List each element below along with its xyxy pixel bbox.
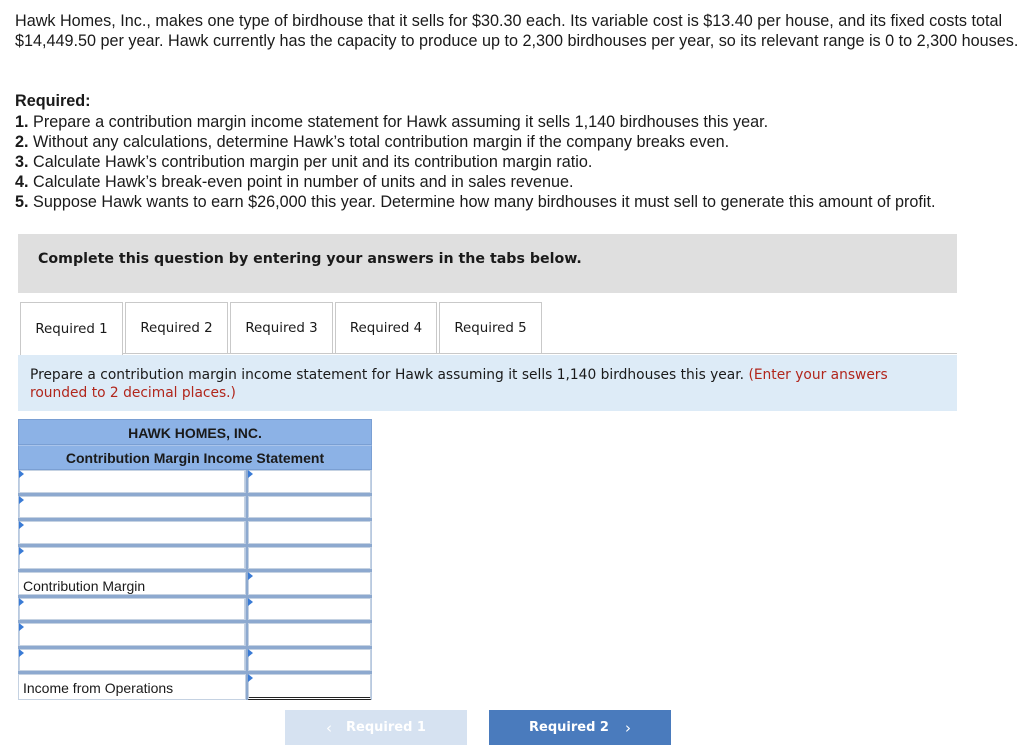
required-item-number: 1. [15, 113, 29, 131]
dropdown-marker-icon [19, 496, 24, 504]
line-item-label-cell [18, 470, 246, 493]
required-list [15, 112, 1020, 212]
next-tab-button[interactable] [489, 710, 671, 745]
tab-required-1[interactable]: Required 1 [20, 302, 123, 355]
amount-cell [246, 674, 372, 700]
line-item-label-cell [18, 649, 246, 672]
line-item-label-cell [18, 521, 246, 544]
line-item-label-cell [18, 623, 246, 646]
complete-banner-text: Complete this question by entering your answers in the tabs below. [38, 251, 582, 267]
line-item-label-input[interactable] [19, 496, 245, 519]
tab-required-3[interactable]: Required 3 [230, 302, 333, 354]
line-item-label-input[interactable] [19, 623, 245, 646]
statement-title: Contribution Margin Income Statement [18, 445, 372, 470]
line-item-label-input[interactable] [19, 649, 245, 672]
required-heading: Required: [15, 92, 91, 110]
income-from-operations-label: Income from Operations [18, 674, 246, 700]
table-row [18, 572, 372, 598]
chevron-right-icon: › [624, 718, 631, 737]
instruction-text: Prepare a contribution margin income statement for Hawk assuming it sells 1,140 birdhouses this year. [30, 367, 745, 383]
amount-cell [246, 598, 372, 621]
table-row [18, 496, 372, 522]
dropdown-marker-icon [248, 649, 253, 657]
instruction-note: (Enter your answers rounded to 2 decimal places.) [30, 367, 888, 401]
income-statement-table [18, 419, 372, 700]
dropdown-marker-icon [248, 598, 253, 606]
amount-input[interactable] [248, 470, 371, 493]
tab-required-5[interactable]: Required 5 [439, 302, 542, 354]
previous-tab-label: Required 1 [346, 720, 426, 735]
line-item-label-cell [18, 547, 246, 570]
required-item-text: Suppose Hawk wants to earn $26,000 this year. Determine how many birdhouses it must sell to generate this amount of profit. [33, 193, 936, 211]
amount-cell [246, 547, 372, 570]
amount-cell [246, 623, 372, 646]
table-row [18, 649, 372, 675]
table-row [18, 547, 372, 573]
amount-cell [246, 470, 372, 493]
contribution-margin-input[interactable] [248, 572, 371, 595]
amount-input[interactable] [248, 623, 371, 646]
statement-company-name: HAWK HOMES, INC. [18, 419, 372, 445]
required-item [15, 112, 1020, 132]
dropdown-marker-icon [248, 674, 253, 682]
amount-input[interactable] [248, 496, 371, 519]
required-item-number: 4. [15, 173, 29, 191]
amount-input[interactable] [248, 521, 371, 544]
next-tab-label: Required 2 [529, 720, 609, 735]
problem-statement: Hawk Homes, Inc., makes one type of birdhouse that it sells for $30.30 each. Its variable cost is $13.40 per house, and its fixed costs total $14,449.50 per year. Hawk currently has the capacity to produce up to 2,300 birdhouses per year, so its relevant range is 0 to 2,300 houses. [15, 12, 1019, 50]
line-item-label-input[interactable] [19, 521, 245, 544]
required-item [15, 132, 1020, 152]
chevron-left-icon: ‹ [326, 718, 333, 737]
required-item [15, 152, 1020, 172]
dropdown-marker-icon [19, 470, 24, 478]
required-item-text: Calculate Hawk’s break-even point in number of units and in sales revenue. [33, 173, 574, 191]
required-item-number: 3. [15, 153, 29, 171]
previous-tab-button[interactable] [285, 710, 467, 745]
table-row [18, 521, 372, 547]
income-from-operations-input[interactable] [248, 674, 371, 700]
line-item-label-input[interactable] [19, 547, 245, 570]
required-item-text: Prepare a contribution margin income statement for Hawk assuming it sells 1,140 birdhouses this year. [33, 113, 769, 131]
required-item-text: Without any calculations, determine Hawk’s total contribution margin if the company breaks even. [33, 133, 730, 151]
line-item-label-cell [18, 598, 246, 621]
required-item-number: 2. [15, 133, 29, 151]
dropdown-marker-icon [248, 470, 253, 478]
amount-input[interactable] [248, 547, 371, 570]
dropdown-marker-icon [19, 521, 24, 529]
amount-input[interactable] [248, 649, 371, 672]
tab-required-2[interactable]: Required 2 [125, 302, 228, 354]
dropdown-marker-icon [19, 547, 24, 555]
required-item [15, 172, 1020, 192]
amount-cell [246, 521, 372, 544]
amount-cell [246, 572, 372, 595]
amount-input[interactable] [248, 598, 371, 621]
dropdown-marker-icon [19, 623, 24, 631]
tab-divider [123, 353, 957, 354]
amount-cell [246, 496, 372, 519]
line-item-label-cell [18, 496, 246, 519]
table-row [18, 674, 372, 700]
table-row [18, 598, 372, 624]
amount-cell [246, 649, 372, 672]
complete-banner [18, 234, 957, 293]
dropdown-marker-icon [248, 572, 253, 580]
dropdown-marker-icon [19, 598, 24, 606]
contribution-margin-label: Contribution Margin [18, 572, 246, 595]
instruction-panel [18, 355, 957, 411]
table-row [18, 623, 372, 649]
line-item-label-input[interactable] [19, 598, 245, 621]
line-item-label-input[interactable] [19, 470, 245, 493]
required-item [15, 192, 1020, 212]
required-item-number: 5. [15, 193, 29, 211]
dropdown-marker-icon [19, 649, 24, 657]
table-row [18, 470, 372, 496]
required-item-text: Calculate Hawk’s contribution margin per unit and its contribution margin ratio. [33, 153, 593, 171]
tab-required-4[interactable]: Required 4 [335, 302, 437, 354]
